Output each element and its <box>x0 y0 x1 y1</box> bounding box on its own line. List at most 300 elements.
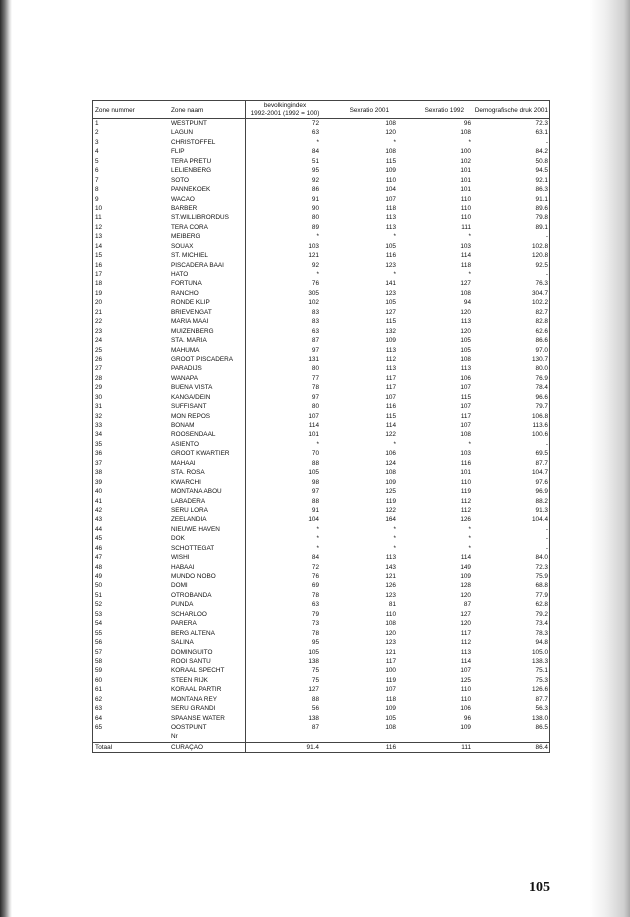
cell-bevolkingindex: 84 <box>311 554 319 562</box>
cell-zone-naam: KORAAL SPECHT <box>171 667 225 675</box>
table-row <box>93 600 549 609</box>
cell-zone-nummer: 19 <box>95 289 103 297</box>
header-bevolkingindex-line2: 1992-2001 (1992 = 100) <box>250 109 320 117</box>
cell-demografische-druk: 76.3 <box>535 280 548 288</box>
table-row <box>93 128 549 137</box>
cell-sexratio-2001: 119 <box>385 497 396 505</box>
table-row <box>93 157 549 166</box>
cell-bevolkingindex: 114 <box>308 422 319 429</box>
cell-demografische-druk: 72.3 <box>535 563 548 571</box>
cell-zone-nummer: 42 <box>95 506 103 514</box>
cell-zone-nummer: 62 <box>95 695 103 703</box>
cell-demografische-druk: 113.6 <box>532 422 548 429</box>
cell-bevolkingindex: 79 <box>311 610 319 618</box>
cell-demografische-druk: 75.1 <box>535 667 548 675</box>
table-row <box>93 261 549 270</box>
cell-zone-nummer: 2 <box>95 129 99 137</box>
cell-sexratio-2001: 108 <box>385 120 396 127</box>
cell-bevolkingindex: 72 <box>311 120 319 127</box>
cell-sexratio-2001: 108 <box>385 148 396 156</box>
cell-demografische-druk: - <box>545 440 548 448</box>
cell-sexratio-2001: 109 <box>385 167 396 175</box>
cell-zone-naam: ROOI SANTU <box>171 657 211 665</box>
cell-sexratio-2001: 123 <box>385 591 396 599</box>
cell-sexratio-1992: 117 <box>460 629 471 637</box>
cell-sexratio-1992: 127 <box>460 610 471 618</box>
cell-sexratio-2001: 122 <box>385 431 396 439</box>
cell-bevolkingindex: 76 <box>311 280 319 288</box>
cell-zone-naam: SOUAX <box>171 242 194 250</box>
cell-sexratio-2001: 110 <box>385 610 396 618</box>
cell-bevolkingindex: 72 <box>311 563 319 571</box>
cell-zone-nummer: 61 <box>95 686 103 694</box>
cell-sexratio-2001: 108 <box>385 620 396 628</box>
cell-sexratio-2001: * <box>393 440 396 448</box>
cell-zone-naam: MAHUMA <box>171 346 200 354</box>
cell-sexratio-1992: 100 <box>460 148 471 156</box>
cell-zone-nummer: 29 <box>95 384 103 392</box>
cell-demografische-druk: 94.8 <box>535 639 548 647</box>
total-demografische-druk: 86.4 <box>535 743 548 751</box>
cell-bevolkingindex: 63 <box>311 601 319 609</box>
cell-zone-nummer: 33 <box>95 422 103 429</box>
cell-zone-naam: MON REPOS <box>171 412 211 420</box>
cell-zone-nummer: 63 <box>95 705 103 713</box>
cell-sexratio-2001: 121 <box>385 648 396 656</box>
cell-zone-naam: SUFFISANT <box>171 403 207 411</box>
cell-demografische-druk: 96.6 <box>535 393 548 401</box>
cell-zone-naam: FLIP <box>171 148 185 156</box>
cell-bevolkingindex: 69 <box>311 582 319 590</box>
cell-demografische-druk: 62.8 <box>535 601 548 609</box>
cell-sexratio-2001: 113 <box>385 346 396 354</box>
cell-zone-nummer: 12 <box>95 223 103 231</box>
cell-sexratio-1992: 114 <box>460 657 471 665</box>
table-row <box>93 383 549 392</box>
cell-zone-naam: PUNDA <box>171 601 194 609</box>
cell-zone-naam: SCHOTTEGAT <box>171 544 215 552</box>
cell-sexratio-2001: 121 <box>385 573 396 580</box>
cell-zone-naam: ST. MICHIEL <box>171 252 208 260</box>
cell-sexratio-2001: 81 <box>388 601 396 609</box>
table-row <box>93 478 549 487</box>
cell-bevolkingindex: 63 <box>311 129 319 137</box>
cell-demografische-druk: 88.2 <box>535 497 548 505</box>
cell-sexratio-2001: 120 <box>385 629 396 637</box>
cell-bevolkingindex: 101 <box>308 431 319 439</box>
table-body <box>93 119 549 742</box>
cell-sexratio-1992: 112 <box>460 506 471 514</box>
cell-sexratio-2001: 115 <box>385 412 396 420</box>
cell-bevolkingindex: 91 <box>311 195 319 203</box>
table-row <box>93 449 549 458</box>
table-row <box>93 497 549 506</box>
cell-sexratio-1992: 115 <box>460 393 471 401</box>
table-row <box>93 176 549 185</box>
table-row <box>93 251 549 260</box>
cell-zone-naam: SALINA <box>171 639 194 647</box>
cell-sexratio-2001: 117 <box>385 384 396 392</box>
table-row <box>93 723 549 732</box>
cell-zone-nummer: 30 <box>95 393 103 401</box>
cell-sexratio-2001: 125 <box>385 488 396 496</box>
cell-zone-nummer: 9 <box>95 195 99 203</box>
cell-zone-naam: SOTO <box>171 176 189 184</box>
table-row <box>93 459 549 468</box>
cell-sexratio-1992: 101 <box>460 167 471 175</box>
cell-sexratio-2001: 164 <box>385 516 396 524</box>
cell-sexratio-1992: * <box>468 271 471 278</box>
cell-zone-naam: HATO <box>171 271 189 278</box>
cell-demografische-druk: 104.4 <box>532 516 548 524</box>
cell-sexratio-1992: 107 <box>460 667 471 675</box>
cell-zone-nummer: 53 <box>95 610 103 618</box>
cell-sexratio-1992: 107 <box>460 422 471 429</box>
cell-bevolkingindex: 78 <box>311 629 319 637</box>
total-label: Totaal <box>95 743 113 751</box>
cell-zone-nummer: 38 <box>95 469 103 477</box>
cell-sexratio-2001: 104 <box>385 186 396 194</box>
cell-zone-nummer: 18 <box>95 280 103 288</box>
cell-sexratio-2001: 100 <box>385 667 396 675</box>
cell-demografische-druk: 68.8 <box>535 582 548 590</box>
cell-sexratio-1992: 120 <box>460 620 471 628</box>
cell-sexratio-1992: * <box>468 544 471 552</box>
table-row <box>93 393 549 402</box>
cell-zone-naam: GROOT PISCADERA <box>171 355 234 363</box>
cell-sexratio-1992: 103 <box>460 242 471 250</box>
cell-sexratio-2001: 132 <box>385 327 396 335</box>
cell-zone-naam: WESTPUNT <box>171 120 207 127</box>
table-row <box>93 629 549 638</box>
header-sexratio-2001: Sexratio 2001 <box>349 107 389 114</box>
cell-demografische-druk: 56.3 <box>535 705 548 713</box>
cell-zone-nummer: 49 <box>95 573 103 580</box>
cell-bevolkingindex: 88 <box>311 497 319 505</box>
cell-zone-naam: STA. ROSA <box>171 469 205 477</box>
cell-demografische-druk: 102.2 <box>532 299 548 307</box>
cell-bevolkingindex: 80 <box>311 365 319 373</box>
cell-demografische-druk: 106.8 <box>532 412 548 420</box>
cell-demografische-druk: 84.2 <box>535 148 548 156</box>
table-row <box>93 204 549 213</box>
cell-bevolkingindex: 86 <box>311 186 319 194</box>
cell-sexratio-1992: * <box>468 138 471 146</box>
cell-demografische-druk: 87.7 <box>535 695 548 703</box>
cell-sexratio-2001: 122 <box>385 506 396 514</box>
cell-zone-nummer: 31 <box>95 403 103 411</box>
cell-demografische-druk: - <box>545 233 548 241</box>
table-row <box>93 166 549 175</box>
cell-sexratio-1992: 111 <box>461 223 471 231</box>
cell-demografische-druk: 97.6 <box>535 478 548 486</box>
table-row <box>93 421 549 430</box>
cell-demografische-druk: 75.9 <box>535 573 548 580</box>
cell-zone-nummer: 35 <box>95 440 103 448</box>
scan-left-edge <box>0 0 12 917</box>
cell-sexratio-1992: 108 <box>460 289 471 297</box>
table-row <box>93 487 549 496</box>
cell-zone-nummer: 51 <box>95 591 103 599</box>
cell-zone-naam: RONDE KLIP <box>171 299 210 307</box>
cell-demografische-druk: 91.3 <box>535 506 548 514</box>
cell-sexratio-1992: 113 <box>460 318 471 326</box>
cell-sexratio-2001: 107 <box>385 393 396 401</box>
cell-sexratio-1992: 110 <box>460 686 471 694</box>
cell-zone-nummer: 28 <box>95 374 103 382</box>
cell-bevolkingindex: 98 <box>311 478 319 486</box>
cell-zone-nummer: 25 <box>95 346 103 354</box>
cell-sexratio-2001: 123 <box>385 639 396 647</box>
table-row <box>93 289 549 298</box>
table-row <box>93 308 549 317</box>
cell-zone-nummer: 10 <box>95 204 103 212</box>
cell-sexratio-1992: 96 <box>463 120 471 127</box>
cell-bevolkingindex: 73 <box>311 620 319 628</box>
cell-demografische-druk: 89.1 <box>535 223 548 231</box>
cell-sexratio-1992: * <box>468 525 471 533</box>
cell-sexratio-2001: 114 <box>385 422 396 429</box>
table-row <box>93 185 549 194</box>
cell-demografische-druk: 304.7 <box>532 289 548 297</box>
cell-sexratio-1992: 101 <box>460 186 471 194</box>
cell-zone-naam: LELIENBERG <box>171 167 212 175</box>
cell-sexratio-1992: 107 <box>460 403 471 411</box>
header-zone-naam: Zone naam <box>171 107 204 114</box>
cell-sexratio-1992: 117 <box>460 412 471 420</box>
table-header <box>93 101 549 119</box>
cell-bevolkingindex: * <box>316 233 319 241</box>
cell-zone-nummer: 21 <box>95 308 103 316</box>
table-row <box>93 619 549 628</box>
cell-sexratio-2001: 118 <box>385 695 396 703</box>
cell-bevolkingindex: 75 <box>311 676 319 684</box>
cell-demografische-druk: 92.1 <box>535 176 548 184</box>
cell-demografische-druk: 102.8 <box>532 242 548 250</box>
cell-zone-nummer: 41 <box>95 497 103 505</box>
cell-sexratio-2001: 109 <box>385 478 396 486</box>
cell-demografische-druk: 79.2 <box>535 610 548 618</box>
cell-zone-nummer: 59 <box>95 667 103 675</box>
cell-zone-naam: KORAAL PARTIR <box>171 686 222 694</box>
cell-sexratio-2001: 115 <box>385 318 396 326</box>
cell-sexratio-2001: 143 <box>385 563 396 571</box>
cell-demografische-druk: 80.0 <box>535 365 548 373</box>
cell-zone-nummer: 46 <box>95 544 103 552</box>
cell-zone-nummer: 26 <box>95 355 103 363</box>
cell-demografische-druk: - <box>545 138 548 146</box>
table-row <box>93 685 549 694</box>
cell-sexratio-2001: 113 <box>385 554 396 562</box>
cell-sexratio-2001: 141 <box>385 280 396 288</box>
cell-sexratio-2001: 113 <box>385 365 396 373</box>
cell-zone-naam: MONTANA REY <box>171 695 218 703</box>
cell-demografische-druk: 138.3 <box>532 657 548 665</box>
cell-sexratio-2001: 109 <box>385 337 396 345</box>
cell-zone-nummer: 37 <box>95 459 103 467</box>
cell-demografische-druk: 76.9 <box>535 374 548 382</box>
cell-demografische-druk: - <box>545 271 548 278</box>
cell-sexratio-1992: 114 <box>460 554 471 562</box>
cell-sexratio-2001: * <box>393 271 396 278</box>
cell-zone-nummer: 36 <box>95 450 103 458</box>
cell-zone-naam: SERU LORA <box>171 506 208 514</box>
cell-sexratio-1992: 114 <box>460 252 471 260</box>
cell-demografische-druk: 87.7 <box>535 459 548 467</box>
cell-bevolkingindex: 80 <box>311 403 319 411</box>
cell-sexratio-1992: 110 <box>460 695 471 703</box>
cell-bevolkingindex: 305 <box>308 289 319 297</box>
cell-bevolkingindex: 87 <box>311 337 319 345</box>
cell-zone-naam: RANCHO <box>171 289 199 297</box>
cell-sexratio-1992: 112 <box>460 639 471 647</box>
cell-bevolkingindex: 78 <box>311 591 319 599</box>
cell-zone-nummer: 57 <box>95 648 103 656</box>
cell-zone-nummer: 13 <box>95 233 103 241</box>
cell-zone-nummer: 45 <box>95 535 103 543</box>
cell-demografische-druk: 104.7 <box>532 469 548 477</box>
cell-zone-nummer: 17 <box>95 271 103 278</box>
table-row <box>93 714 549 723</box>
cell-zone-naam: BONAM <box>171 422 195 429</box>
cell-sexratio-1992: 105 <box>460 346 471 354</box>
cell-bevolkingindex: * <box>316 525 319 533</box>
cell-demografische-druk: 78.4 <box>535 384 548 392</box>
table-row <box>93 638 549 647</box>
cell-bevolkingindex: 51 <box>311 157 319 165</box>
cell-zone-nummer: 22 <box>95 318 103 326</box>
cell-sexratio-2001: 113 <box>385 223 396 231</box>
cell-sexratio-2001: 115 <box>385 157 396 165</box>
table-row <box>93 515 549 524</box>
cell-demografische-druk: 72.3 <box>535 120 548 127</box>
cell-zone-nummer: 1 <box>95 120 99 127</box>
cell-sexratio-2001: 110 <box>385 176 396 184</box>
table-row <box>93 440 549 449</box>
cell-zone-nummer: 60 <box>95 676 103 684</box>
cell-demografische-druk: 77.9 <box>535 591 548 599</box>
cell-bevolkingindex: 88 <box>311 695 319 703</box>
cell-demografische-druk: 105.0 <box>532 648 548 656</box>
cell-zone-naam: DOK <box>171 535 185 543</box>
cell-zone-nummer: 50 <box>95 582 103 590</box>
cell-sexratio-1992: 112 <box>460 497 471 505</box>
cell-sexratio-2001: * <box>393 138 396 146</box>
cell-sexratio-2001: 124 <box>385 459 396 467</box>
cell-bevolkingindex: * <box>316 138 319 146</box>
cell-zone-naam: WACAO <box>171 195 195 203</box>
cell-zone-naam: STA. MARIA <box>171 337 207 345</box>
cell-demografische-druk: 79.7 <box>535 403 548 411</box>
cell-zone-naam: BERG ALTENA <box>171 629 215 637</box>
table-row <box>93 232 549 241</box>
cell-demografische-druk: 91.1 <box>535 195 548 203</box>
table-row <box>93 610 549 619</box>
table-row <box>93 581 549 590</box>
cell-demografische-druk: 75.3 <box>535 676 548 684</box>
cell-bevolkingindex: 138 <box>308 657 319 665</box>
cell-sexratio-2001: 123 <box>385 289 396 297</box>
cell-bevolkingindex: 107 <box>308 412 319 420</box>
cell-zone-nummer: 34 <box>95 431 103 439</box>
cell-bevolkingindex: 88 <box>311 459 319 467</box>
cell-zone-naam: OOSTPUNT <box>171 724 207 731</box>
cell-bevolkingindex: 91 <box>311 506 319 514</box>
cell-zone-naam: TERA PRETU <box>171 157 212 165</box>
cell-sexratio-1992: 120 <box>460 327 471 335</box>
cell-demografische-druk: 97.0 <box>535 346 548 354</box>
cell-zone-naam: ROOSENDAAL <box>171 431 216 439</box>
cell-zone-naam: SERU GRANDI <box>171 705 216 713</box>
cell-zone-nummer: 14 <box>95 242 103 250</box>
table-row <box>93 279 549 288</box>
cell-bevolkingindex: 75 <box>311 667 319 675</box>
total-bevolkingindex: 91.4 <box>306 743 319 751</box>
page-number: 105 <box>529 880 550 895</box>
cell-sexratio-2001: 116 <box>385 403 396 411</box>
cell-sexratio-2001: 112 <box>385 355 396 363</box>
cell-sexratio-2001: 116 <box>385 252 396 260</box>
cell-sexratio-2001: 120 <box>385 129 396 137</box>
cell-zone-naam: ST.WILLIBRORDUS <box>171 214 229 222</box>
cell-sexratio-1992: 87 <box>463 601 471 609</box>
cell-zone-nummer: 43 <box>95 516 103 524</box>
cell-sexratio-1992: 106 <box>460 705 471 713</box>
cell-zone-naam: ZEELANDIA <box>171 516 207 524</box>
cell-zone-naam: SCHARLOO <box>171 610 207 618</box>
cell-demografische-druk: 100.6 <box>532 431 548 439</box>
cell-sexratio-1992: 126 <box>460 516 471 524</box>
cell-bevolkingindex: 103 <box>308 242 319 250</box>
cell-sexratio-1992: 94 <box>463 299 471 307</box>
cell-bevolkingindex: 84 <box>311 148 319 156</box>
cell-sexratio-1992: 105 <box>460 337 471 345</box>
cell-zone-naam: NIEUWE HAVEN <box>171 525 220 533</box>
cell-zone-naam: KANGA/DEIN <box>171 393 211 401</box>
cell-zone-naam: HABAAI <box>171 563 195 571</box>
total-sexratio-1992: 111 <box>461 743 471 751</box>
cell-bevolkingindex: 95 <box>311 639 319 647</box>
cell-sexratio-2001: 117 <box>385 657 396 665</box>
cell-demografische-druk: 89.6 <box>535 204 548 212</box>
cell-demografische-druk: 138.0 <box>532 714 548 722</box>
cell-sexratio-1992: 107 <box>460 384 471 392</box>
table-row <box>93 506 549 515</box>
cell-sexratio-1992: * <box>468 440 471 448</box>
cell-bevolkingindex: 56 <box>311 705 319 713</box>
table-row <box>93 553 549 562</box>
cell-zone-naam: PARADIJS <box>171 365 202 373</box>
cell-zone-nummer: 24 <box>95 337 103 345</box>
cell-sexratio-2001: 117 <box>385 374 396 382</box>
cell-zone-naam: WISHI <box>171 554 190 562</box>
cell-zone-naam: LABADERA <box>171 497 206 505</box>
cell-demografische-druk: 130.7 <box>532 355 548 363</box>
cell-sexratio-2001: 123 <box>385 261 396 269</box>
cell-bevolkingindex: 97 <box>311 393 319 401</box>
cell-sexratio-2001: 107 <box>385 686 396 694</box>
cell-zone-naam: PANNEKOEK <box>171 186 211 194</box>
table-row <box>93 402 549 411</box>
cell-bevolkingindex: 78 <box>311 384 319 392</box>
cell-sexratio-1992: 108 <box>460 431 471 439</box>
cell-zone-nummer: 32 <box>95 412 103 420</box>
cell-bevolkingindex: 90 <box>311 204 319 212</box>
cell-sexratio-2001: 106 <box>385 450 396 458</box>
cell-sexratio-2001: 119 <box>385 676 396 684</box>
table-row <box>93 430 549 439</box>
cell-sexratio-2001: 109 <box>385 705 396 713</box>
